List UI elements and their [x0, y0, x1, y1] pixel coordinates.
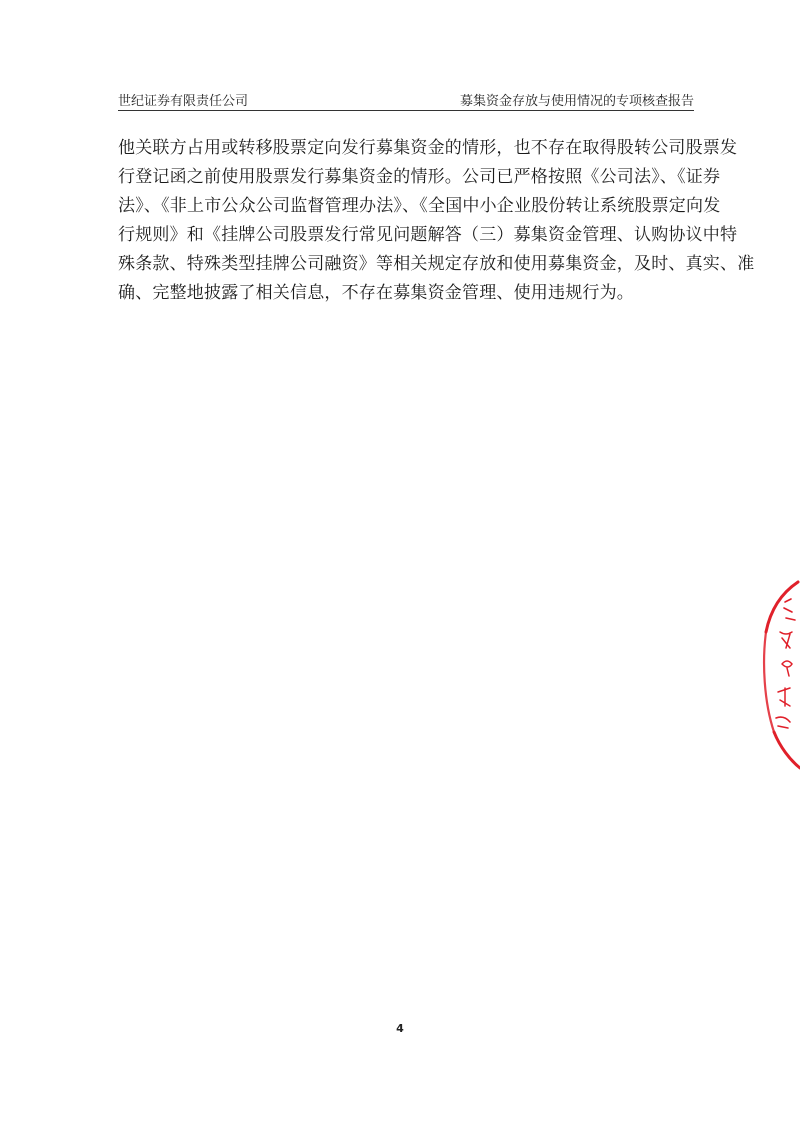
- paragraph-line: 行登记函之前使用股票发行募集资金的情形。公司已严格按照《公司法》、《证券: [118, 167, 721, 187]
- header-company-name: 世纪证券有限责任公司: [118, 94, 249, 109]
- paragraph-line: 行规则》和《挂牌公司股票发行常见问题解答（三）募集资金管理、认购协议中特: [118, 225, 738, 245]
- paragraph-line: 他关联方占用或转移股票定向发行募集资金的情形，也不存在取得股转公司股票发: [118, 138, 738, 158]
- paragraph-line: 殊条款、特殊类型挂牌公司融资》等相关规定存放和使用募集资金，及时、真实、准: [118, 254, 755, 274]
- paragraph-line: 法》、《非上市公众公司监督管理办法》、《全国中小企业股份转让系统股票定向发: [118, 196, 721, 216]
- page-number: 4: [396, 1022, 404, 1035]
- header-report-title: 募集资金存放与使用情况的专项核查报告: [459, 94, 694, 109]
- body-paragraph: [118, 134, 755, 308]
- page-header: [118, 88, 694, 111]
- paragraph-line: 确、完整地披露了相关信息，不存在募集资金管理、使用违规行为。: [118, 283, 634, 303]
- red-seal-stamp-icon: [740, 572, 800, 772]
